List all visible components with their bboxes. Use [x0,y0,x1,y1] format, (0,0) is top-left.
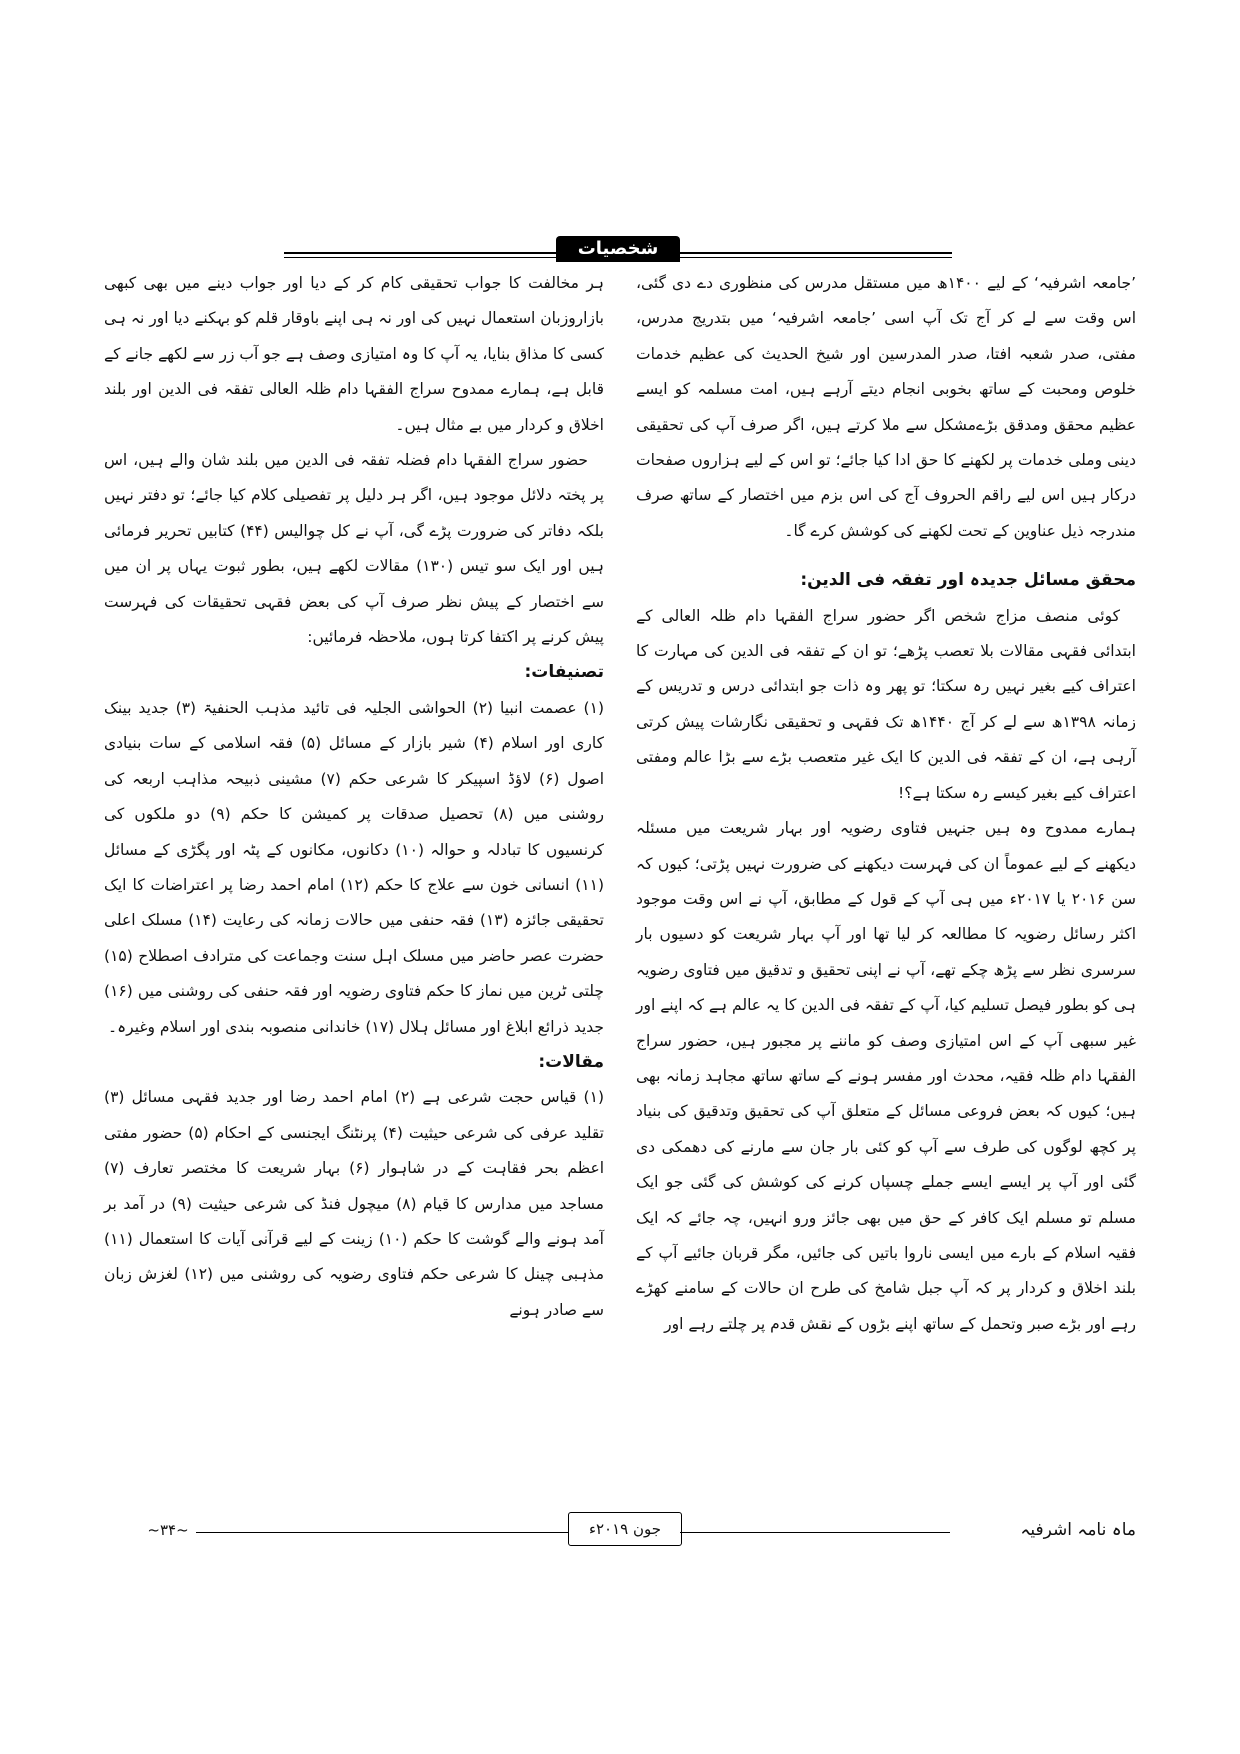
section-tab [556,236,680,262]
header-rule-right-thin [680,257,952,258]
footer-rule-right [680,1532,950,1533]
paragraph: کوئی منصف مزاج شخص اگر حضور سراج الفقہا دام ظلہ العالی کے ابتدائی فقہی مقالات بلا تعصب پڑھے؛ تو ان کے تفقہ فی الدین کی مہارت کا اعتراف کیے بغیر نہیں رہ سکتا؛ تو پھر وہ ذات جو ابتدائی درس و تدریس کے زمانہ ۱۳۹۸ھ سے لے کر آج ۱۴۴۰ھ تک فقہی و تحقیقی نگارشات پیش کرتی آرہی ہے، ان کے تفقہ فی الدین کا ایک غیر متعصب بڑے سے بڑا عالم ومفتی اعتراف کیے بغیر کیسے رہ سکتا ہے؟! [636,606,1137,802]
section-title: شخصیات [577,238,659,259]
footer-rule-left [196,1532,568,1533]
paragraph: (۱) عصمت انبیا (۲) الحواشی الجلیہ فی تائید مذہب الحنفیۃ (۳) جدید بینک کاری اور اسلام (۴) شیر بازار کے مسائل (۵) فقہ اسلامی کے سات بنیادی اصول (۶) لاؤڈ اسپیکر کا شرعی حکم (۷) مشینی ذبیحہ مذاہب اربعہ کی روشنی میں (۸) تحصیل صدقات پر کمیشن کا حکم (۹) دو ملکوں کی کرنسیوں کا تبادلہ و حوالہ (۱۰) دکانوں، مکانوں کے پٹہ اور پگڑی کے مسائل (۱۱) انسانی خون سے علاج کا حکم (۱۲) امام احمد رضا پر اعتراضات کا ایک تحقیقی جائزہ (۱۳) فقہ حنفی میں حالات زمانہ کی رعایت (۱۴) مسلک اعلی حضرت عصر حاضر میں مسلک اہل سنت وجماعت کی مترادف اصطلاح (۱۵) چلتی ٹرین میں نماز کا حکم فتاوی رضویہ اور فقہ حنفی کی روشنی میں (۱۶) جدید ذرائع ابلاغ اور مسائل ہلال (۱۷) خاندانی منصوبہ بندی اور اسلام وغیرہ۔ [104,698,605,1036]
paragraph: ’جامعہ اشرفیہ‘ کے لیے ۱۴۰۰ھ میں مستقل مدرس کی منظوری دے دی گئی، اس وقت سے لے کر آج تک آپ اسی ’جامعہ اشرفیہ‘ میں بتدریج مدرس، مفتی، صدر شعبہ افتا، صدر المدرسین اور شیخ الحدیث کی عظیم خدمات خلوص ومحبت کے ساتھ بخوبی انجام دیتے آرہے ہیں، امت مسلمہ کو ایسے عظیم محقق ومدقق بڑےمشکل سے ملا کرتے ہیں، اگر صرف آپ کی تحقیقی دینی وملی خدمات پر لکھنے کا حق ادا کیا جائے؛ تو اس کے لیے ہزاروں صفحات درکار ہیں اس لیے راقم الحروف آج کی اس بزم میں اختصار کے ساتھ صرف مندرجہ ذیل عناوین کے تحت لکھنے کی کوشش کرے گا۔ [636,274,1136,540]
right-column [636,266,1136,1342]
paragraph: حضور سراج الفقہا دام فضلہ تفقہ فی الدین میں بلند شان والے ہیں، اس پر پختہ دلائل موجود ہیں، اگر ہر دلیل پر تفصیلی کلام کیا جائے؛ تو دفتر نہیں بلکہ دفاتر کی ضرورت پڑے گی، آپ نے کل چوالیس (۴۴) کتابیں تحریر فرمائی ہیں اور ایک سو تیس (۱۳۰) مقالات لکھے ہیں، بطور ثبوت یہاں پر ان میں سے اختصار کے پیش نظر صرف آپ کی بعض فقہی تحقیقات کی فہرست پیش کرنے پر اکتفا کرتا ہوں، ملاحظہ فرمائیں: [104,451,604,647]
paragraph: (۱) قیاس حجت شرعی ہے (۲) امام احمد رضا اور جدید فقہی مسائل (۳) تقلید عرفی کی شرعی حیثیت (۴) پرنٹنگ ایجنسی کے احکام (۵) حضور مفتی اعظم بحر فقاہت کے در شاہوار (۶) بہار شریعت کا مختصر تعارف (۷) مساجد میں مدارس کا قیام (۸) میچول فنڈ کی شرعی حیثیت (۹) در آمد بر آمد ہونے والے گوشت کا حکم (۱۰) زینت کے لیے قرآنی آیات کا استعمال (۱۱) مذہبی چینل کا شرعی حکم فتاوی رضویہ کی روشنی میں (۱۲) لغزش زبان سے صادر ہونے [104,1088,605,1319]
paragraph: ہر مخالفت کا جواب تحقیقی کام کر کے دیا اور جواب دینے میں بھی کبھی بازاروزبان استعمال نہیں کی اور نہ ہی اپنے باوقار قلم کو بہکنے دیا اور نہ ہی کسی کا مذاق بنایا، یہ آپ کا وہ امتیازی وصف ہے جو آب زر سے لکھے جانے کے قابل ہے، ہمارے ممدوح سراج الفقہا دام ظلہ العالی تفقہ فی الدین اور بلند اخلاق و کردار میں بے مثال ہیں۔ [104,274,604,434]
issue-date: جون ۲۰۱۹ء [568,1512,682,1546]
header-rule-left-thin [284,257,556,258]
header-rule-right [680,252,952,254]
left-column [104,266,604,1328]
section-heading: محقق مسائل جدیدہ اور تفقہ فی الدین: [800,570,1136,591]
paragraph: ہمارے ممدوح وہ ہیں جنہیں فتاوی رضویہ اور بہار شریعت میں مسئلہ دیکھنے کے لیے عموماً ان کی فہرست دیکھنے کی ضرورت نہیں پڑتی؛ کیوں کہ سن ۲۰۱۶ یا ۲۰۱۷ء میں ہی آپ کے قول کے مطابق، آپ نے اس وقت موجود اکثر رسائل رضویہ کا مطالعہ کر لیا تھا اور آپ بہار شریعت کو دسیوں بار سرسری نظر سے پڑھ چکے تھے، آپ نے اپنی تحقیق و تدقیق میں فتاوی رضویہ ہی کو بطور فیصل تسلیم کیا، آپ کے تفقہ فی الدین کا یہ عالم ہے کہ اپنے اور غیر سبھی آپ کے اس امتیازی وصف کو ماننے پر مجبور ہیں، حضور سراج الفقہا دام ظلہ فقیہ، محدث اور مفسر ہونے کے ساتھ ساتھ مجاہد زمانہ بھی ہیں؛ کیوں کہ بعض فروعی مسائل کے متعلق آپ کی تحقیق وتدقیق کی بنیاد پر کچھ لوگوں کی طرف سے آپ کو کئی بار جان سے مارنے کی دھمکی دی گئی اور آپ پر ایسے ایسے جملے چسپاں کرنے کی کوشش کی گئی جو ایک مسلم تو مسلم ایک کافر کے حق میں بھی جائز ورو انہیں، چہ جائے کہ ایک فقیہ اسلام کے بارے میں ایسی ناروا باتیں کی جائیں، مگر قربان جائیے آپ کے بلند اخلاق و کردار پر کہ آپ جبل شامخ کی طرح ان حالات کے سامنے کھڑے رہے اور بڑے صبر وتحمل کے ساتھ اپنے بڑوں کے نقش قدم پر چلتے رہے اور [636,819,1137,1333]
magazine-name: ماہ نامہ اشرفیہ [1020,1520,1136,1540]
section-heading: تصنیفات: [524,662,604,683]
header-rule-left [284,252,556,254]
section-heading: مقالات: [538,1051,604,1072]
page-number: ~۳۴~ [147,1521,189,1539]
